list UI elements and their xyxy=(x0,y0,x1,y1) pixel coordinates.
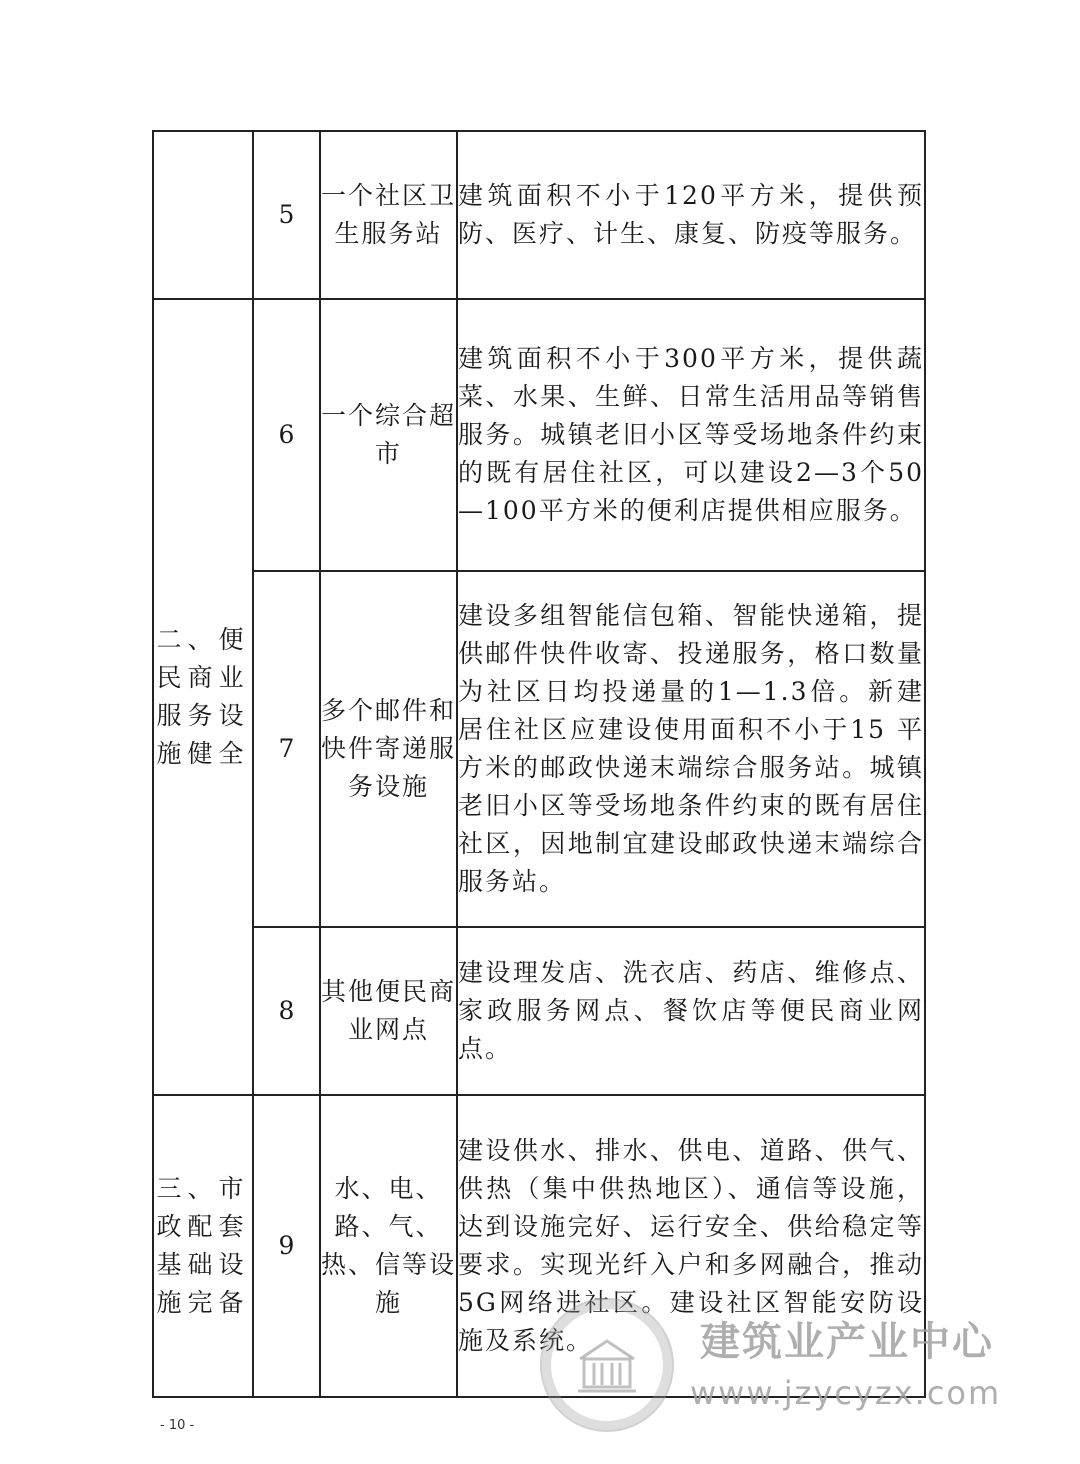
item-name: 多个邮件和快件寄递服务设施 xyxy=(320,571,457,927)
item-description: 建设供水、排水、供电、道路、供气、供热（集中供热地区）、通信等设施，达到设施完好、运行安全、供给稳定等要求。实现光纤入户和多网融合，推动5G网络进社区。建设社区智能安防设施及系统。 xyxy=(457,1095,925,1397)
item-name: 其他便民商业网点 xyxy=(320,927,457,1095)
watermark xyxy=(540,1290,1000,1440)
standards-table xyxy=(152,130,926,1398)
row-number: 7 xyxy=(253,571,320,927)
watermark-title: 建筑业产业中心 xyxy=(700,1319,994,1365)
category-cell xyxy=(153,1095,253,1397)
item-name: 一个社区卫生服务站 xyxy=(320,131,457,299)
item-description: 建设理发店、洗衣店、药店、维修点、家政服务网点、餐饮店等便民商业网点。 xyxy=(457,927,925,1095)
building-seal-icon xyxy=(540,1298,674,1432)
item-name: 水、电、路、气、热、信等设施 xyxy=(320,1095,457,1397)
row-number: 9 xyxy=(253,1095,320,1397)
row-number: 5 xyxy=(253,131,320,299)
item-name: 一个综合超市 xyxy=(320,299,457,571)
item-description: 建设多组智能信包箱、智能快递箱，提供邮件快件收寄、投递服务，格口数量为社区日均投递量的1—1.3倍。新建居住社区应建设使用面积不小于15 平方米的邮政快递末端综合服务站。城镇老旧小区等受场地条件约束的既有居住社区，因地制宜建设邮政快递末端综合服务站。 xyxy=(457,571,925,927)
category-cell-empty xyxy=(153,131,253,299)
category-label: 二、便民商业服务设施健全 xyxy=(156,625,250,768)
watermark-url: www.jzycyzx.com xyxy=(690,1374,1002,1412)
category-cell xyxy=(153,299,253,1095)
page-number: - 10 - xyxy=(160,1418,195,1433)
category-label: 三、市政配套基础设施完备 xyxy=(156,1174,250,1317)
table-row xyxy=(153,571,925,927)
item-description: 建筑面积不小于300平方米，提供蔬菜、水果、生鲜、日常生活用品等销售服务。城镇老旧小区等受场地条件约束的既有居住社区，可以建设2—3个50—100平方米的便利店提供相应服务。 xyxy=(457,299,925,571)
table-row xyxy=(153,131,925,299)
building-icon xyxy=(572,1335,642,1395)
row-number: 8 xyxy=(253,927,320,1095)
item-description: 建筑面积不小于120平方米，提供预防、医疗、计生、康复、防疫等服务。 xyxy=(457,131,925,299)
row-number: 6 xyxy=(253,299,320,571)
table-row xyxy=(153,927,925,1095)
table-row xyxy=(153,299,925,571)
